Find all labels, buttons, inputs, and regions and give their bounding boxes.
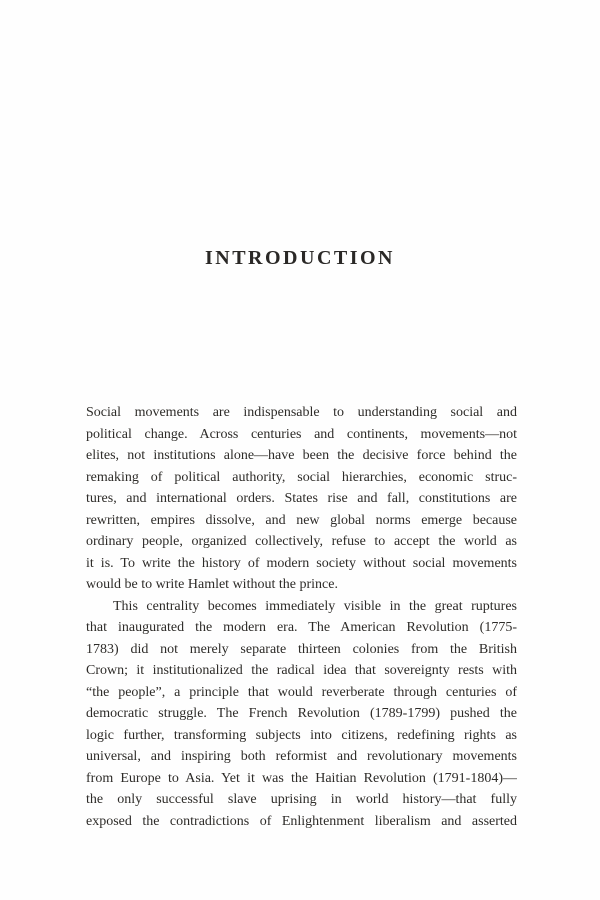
text-line: tures, and international orders. States rise and fall, constitutions are: [86, 491, 517, 506]
text-line: would be to write Hamlet without the prince.: [86, 577, 338, 592]
text-line: ordinary people, organized collectively, refuse to accept the world as: [86, 534, 517, 549]
text-line: exposed the contradictions of Enlightenment liberalism and asserted: [86, 813, 517, 829]
text-line: democratic struggle. The French Revolution (1789-1799) pushed the: [86, 706, 517, 721]
paragraph: [86, 596, 517, 833]
text-line: it is. To write the history of modern society without social movements: [86, 555, 517, 571]
paragraph: [86, 402, 517, 596]
text-line: This centrality becomes immediately visible in the great ruptures: [113, 598, 517, 614]
text-line: remaking of political authority, social hierarchies, economic struc-: [86, 469, 517, 485]
text-line: from Europe to Asia. Yet it was the Haitian Revolution (1791-1804)—: [86, 770, 517, 786]
text-line: “the people”, a principle that would reverberate through centuries of: [86, 684, 517, 700]
text-line: logic further, transforming subjects into citizens, redefining rights as: [86, 727, 517, 743]
text-line: elites, not institutions alone—have been the decisive force behind the: [86, 448, 517, 463]
text-line: the only successful slave uprising in world history—that fully: [86, 792, 517, 807]
text-line: political change. Across centuries and continents, movements—not: [86, 426, 517, 442]
chapter-title: INTRODUCTION: [204, 247, 396, 269]
text-line: Crown; it institutionalized the radical idea that sovereignty rests with: [86, 663, 517, 678]
text-line: 1783) did not merely separate thirteen colonies from the British: [86, 641, 517, 657]
body-text: [86, 402, 517, 832]
text-line: that inaugurated the modern era. The American Revolution (1775-: [86, 620, 517, 635]
text-line: rewritten, empires dissolve, and new global norms emerge because: [86, 512, 517, 528]
text-line: Social movements are indispensable to understanding social and: [86, 405, 517, 420]
text-line: universal, and inspiring both reformist and revolutionary movements: [86, 749, 517, 764]
